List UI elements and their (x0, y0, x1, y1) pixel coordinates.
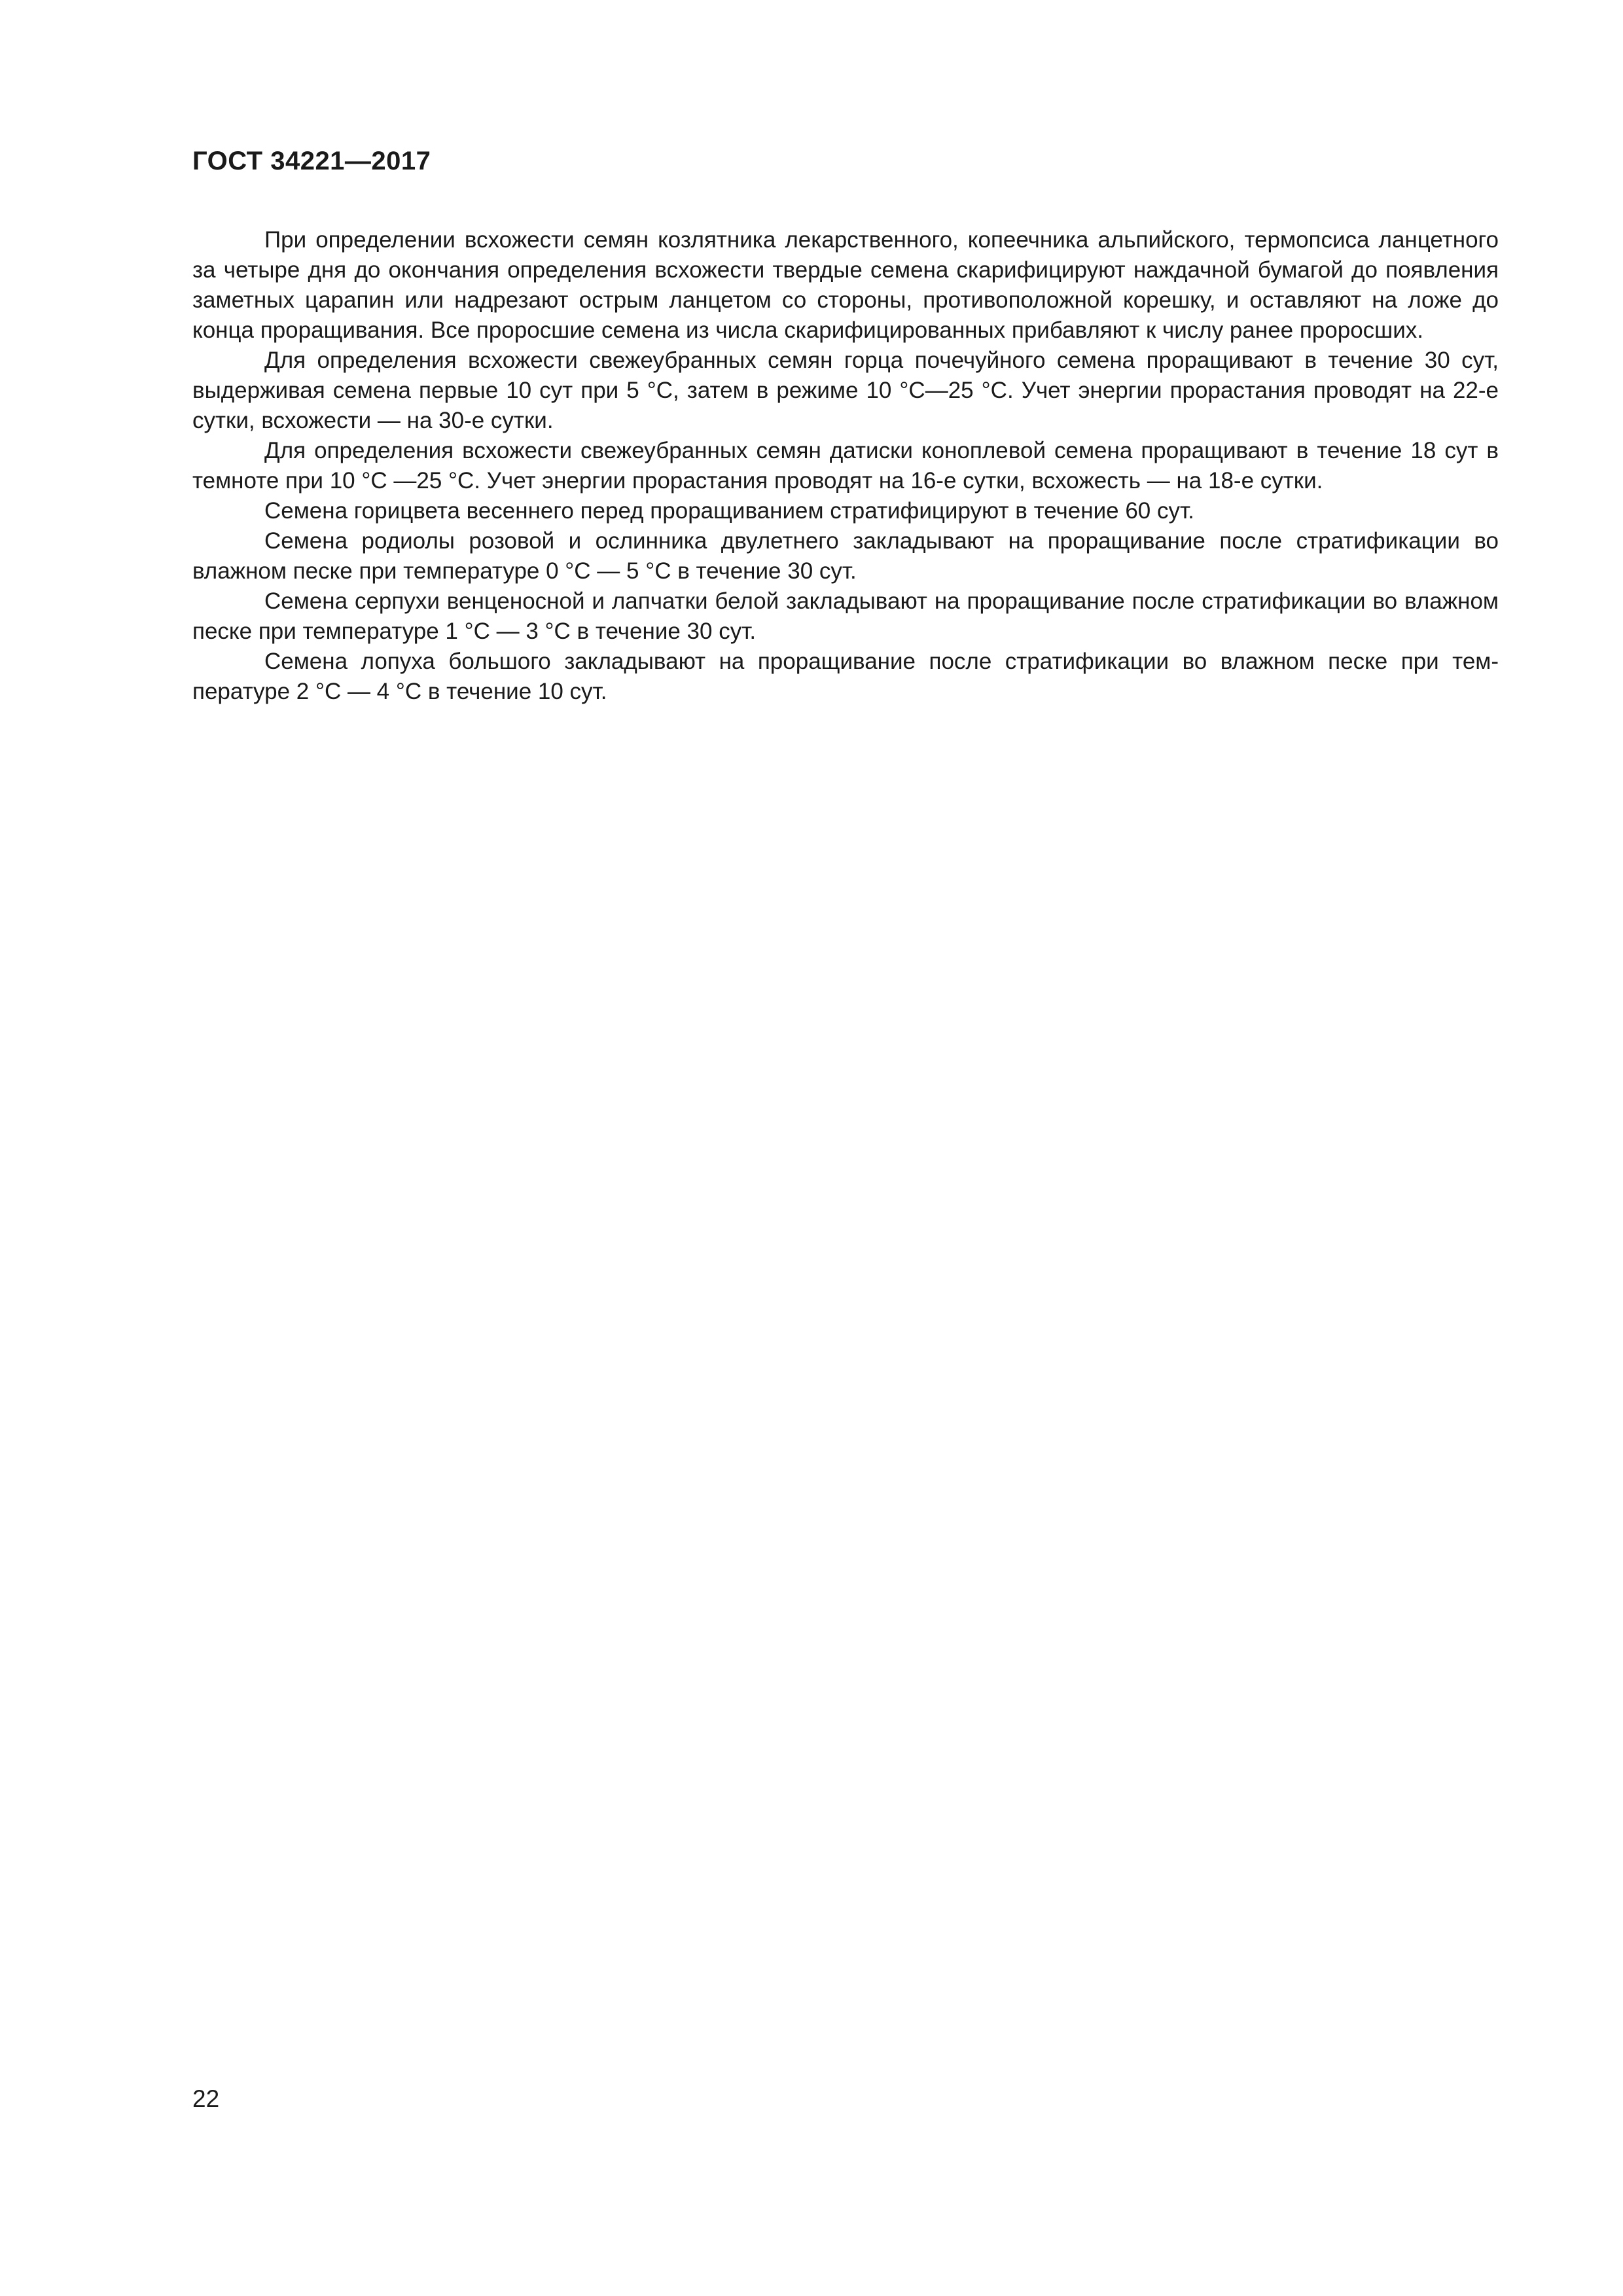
paragraph-6: Семена серпухи венценосной и лапчатки белой закладывают на проращивание после стратификации во влажном песке при температуре 1 °С — 3 °С в течение 30 сут. (192, 588, 1499, 644)
paragraph-1: При определении всхожести семян козлятника лекарственного, копеечника альпийского, термопсиса ланцетного за четыре дня до окончания определения всхожести твердые семена скарифицируют наждачной бумагой до появления заметных царапин или надрезают острым ланцетом со стороны, противоположной корешку, и оставляют на ложе до конца проращивания. Все проросшие семена из числа скарифицированных прибавляют к числу ранее проросших. (192, 227, 1499, 343)
paragraph-5: Семена родиолы розовой и ослинника двулетнего закладывают на проращивание после стратификации во влажном песке при температуре 0 °С — 5 °С в течение 30 сут. (192, 528, 1499, 584)
paragraph-2: Для определения всхожести свежеубранных семян горца почечуйного семена проращивают в течение 30 сут, выдерживая семена первые 10 сут при 5 °С, затем в режиме 10 °С—25 °С. Учет энергии прорастания проводят на 22-е сутки, всхожести — на 30-е сутки. (192, 348, 1499, 433)
document-header: ГОСТ 34221—2017 (192, 147, 431, 175)
paragraph-7: Семена лопуха большого закладывают на проращивание после стратификации во влажном песке при температуре 2 °С — 4 °С в течение 10 сут. (192, 649, 1499, 704)
page-number: 22 (192, 2085, 220, 2112)
paragraph-3: Для определения всхожести свежеубранных семян датиски коноплевой семена проращивают в течение 18 сут в темноте при 10 °С —25 °С. Учет энергии прорастания проводят на 16-е сутки, всхожесть — на 18-е сутки. (192, 438, 1499, 493)
paragraph-4: Семена горицвета весеннего перед проращиванием стратифицируют в течение 60 сут. (264, 498, 1194, 524)
document-body (192, 225, 1499, 707)
